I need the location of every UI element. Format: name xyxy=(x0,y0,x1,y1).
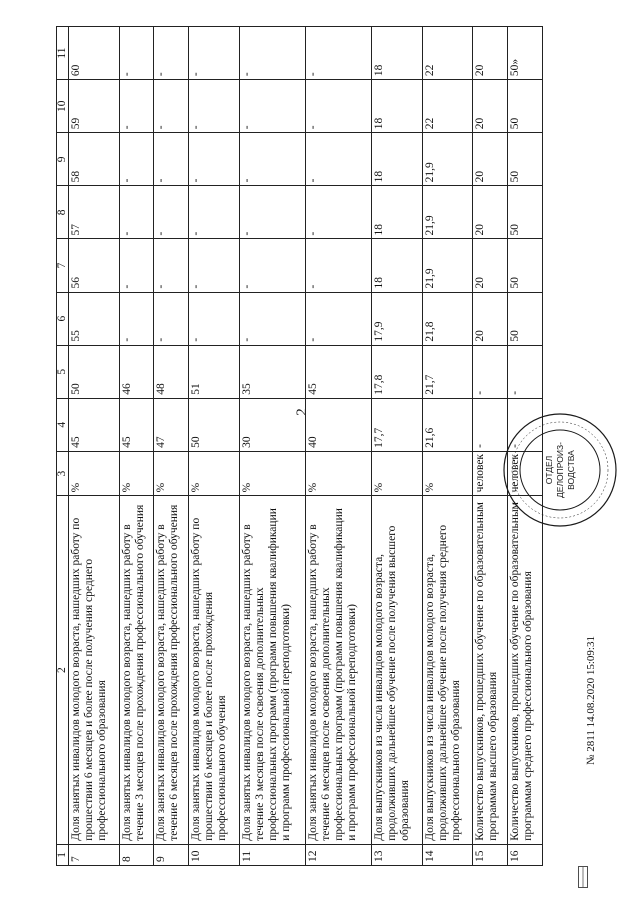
seal-text-line1: ОТДЕЛ xyxy=(544,455,554,485)
header-cell: 4 xyxy=(57,398,69,451)
value-cell: 22 xyxy=(422,80,473,133)
value-cell: 57 xyxy=(69,186,120,239)
value-cell: - xyxy=(473,398,508,451)
indicators-table xyxy=(56,26,543,866)
unit-cell: % xyxy=(189,451,240,496)
unit-cell: % xyxy=(422,451,473,496)
value-cell: - xyxy=(508,345,543,398)
value-cell: - xyxy=(305,239,371,292)
row-number-cell: 9 xyxy=(154,844,189,865)
value-cell: 50 xyxy=(508,239,543,292)
row-number-cell: 15 xyxy=(473,844,508,865)
value-cell: 20 xyxy=(473,239,508,292)
value-cell: - xyxy=(189,133,240,186)
value-cell: 20 xyxy=(473,186,508,239)
value-cell: - xyxy=(305,27,371,80)
value-cell: 21,9 xyxy=(422,186,473,239)
value-cell: 35 xyxy=(239,345,305,398)
value-cell: - xyxy=(305,133,371,186)
value-cell: 50 xyxy=(69,345,120,398)
value-cell: 30 xyxy=(239,398,305,451)
header-cell: 9 xyxy=(57,133,69,186)
value-cell: - xyxy=(305,80,371,133)
value-cell: 58 xyxy=(69,133,120,186)
value-cell: 51 xyxy=(189,345,240,398)
row-number-cell: 10 xyxy=(189,844,240,865)
value-cell: 20 xyxy=(473,292,508,345)
header-cell: 11 xyxy=(57,27,69,80)
indicator-name-cell: Доля занятых инвалидов молодого возраста, нашедших работу в течение 3 месяцев после прохождения профессионального обучения xyxy=(119,496,154,844)
value-cell: 20 xyxy=(473,80,508,133)
row-number-cell: 16 xyxy=(508,844,543,865)
indicator-name-cell: Доля занятых инвалидов молодого возраста, нашедших работу по прошествии 6 месяцев и более после получения среднего профессионального образования xyxy=(69,496,120,844)
value-cell: - xyxy=(305,292,371,345)
value-cell: 45 xyxy=(69,398,120,451)
indicator-name-cell: Количество выпускников, прошедших обучение по образовательным программам среднего профессионального образования xyxy=(508,496,543,844)
value-cell: 50 xyxy=(508,292,543,345)
registration-number: № 2811 14.08.2020 15:09:31 xyxy=(585,636,597,765)
value-cell: 22 xyxy=(422,27,473,80)
row-number-cell: 13 xyxy=(372,844,423,865)
small-stamp-icon xyxy=(578,866,588,888)
row-number-cell: 12 xyxy=(305,844,371,865)
value-cell: - xyxy=(119,80,154,133)
value-cell: - xyxy=(154,80,189,133)
unit-cell: % xyxy=(154,451,189,496)
header-cell: 1 xyxy=(57,844,69,865)
table-row xyxy=(154,27,189,866)
header-cell: 5 xyxy=(57,345,69,398)
row-number-cell: 8 xyxy=(119,844,154,865)
unit-cell: % xyxy=(119,451,154,496)
value-cell: 17,8 xyxy=(372,345,423,398)
unit-cell: человек xyxy=(473,451,508,496)
table-row xyxy=(372,27,423,866)
indicator-name-cell: Доля занятых инвалидов молодого возраста, нашедших работу в течение 3 месяцев после освоения дополнительных профессиональных программ (программ повышения квалификации и программ профессиональной переподготовки) xyxy=(239,496,305,844)
indicator-name-cell: Доля занятых инвалидов молодого возраста, нашедших работу по прошествии 6 месяцев и более после прохождения профессионального обучения xyxy=(189,496,240,844)
table-row xyxy=(422,27,473,866)
seal-text-line2: ДЕЛОПРОИЗ- xyxy=(555,442,565,498)
value-cell: 40 xyxy=(305,398,371,451)
value-cell: - xyxy=(189,80,240,133)
value-cell: 21,6 xyxy=(422,398,473,451)
value-cell: 48 xyxy=(154,345,189,398)
value-cell: - xyxy=(239,239,305,292)
header-cell: 6 xyxy=(57,292,69,345)
value-cell: 21,9 xyxy=(422,239,473,292)
value-cell: - xyxy=(154,239,189,292)
value-cell: 56 xyxy=(69,239,120,292)
row-number-cell: 7 xyxy=(69,844,120,865)
value-cell: 21,7 xyxy=(422,345,473,398)
value-cell: - xyxy=(189,186,240,239)
unit-cell: % xyxy=(372,451,423,496)
indicator-name-cell: Доля занятых инвалидов молодого возраста, нашедших работу в течение 6 месяцев после прохождения профессионального обучения xyxy=(154,496,189,844)
value-cell: 59 xyxy=(69,80,120,133)
page-number: 2 xyxy=(294,408,310,416)
header-cell: 3 xyxy=(57,451,69,496)
value-cell: - xyxy=(239,186,305,239)
indicator-name-cell: Доля занятых инвалидов молодого возраста, нашедших работу в течение 6 месяцев после освоения дополнительных профессиональных программ (программ повышения квалификации и программ профессиональной переподготовки) xyxy=(305,496,371,844)
value-cell: - xyxy=(154,27,189,80)
value-cell: - xyxy=(154,292,189,345)
indicator-name-cell: Количество выпускников, прошедших обучение по образовательным программам высшего образования xyxy=(473,496,508,844)
value-cell: - xyxy=(239,292,305,345)
value-cell: - xyxy=(119,239,154,292)
value-cell: - xyxy=(239,80,305,133)
value-cell: 60 xyxy=(69,27,120,80)
value-cell: 17,9 xyxy=(372,292,423,345)
header-cell: 7 xyxy=(57,239,69,292)
unit-cell: % xyxy=(69,451,120,496)
value-cell: - xyxy=(119,292,154,345)
value-cell: - xyxy=(239,27,305,80)
value-cell: - xyxy=(189,292,240,345)
value-cell: 55 xyxy=(69,292,120,345)
value-cell: 50 xyxy=(508,80,543,133)
value-cell: 45 xyxy=(119,398,154,451)
value-cell: - xyxy=(473,345,508,398)
value-cell: 20 xyxy=(473,133,508,186)
table-row xyxy=(305,27,371,866)
header-cell: 2 xyxy=(57,496,69,844)
row-number-cell: 11 xyxy=(239,844,305,865)
value-cell: - xyxy=(189,239,240,292)
header-cell: 10 xyxy=(57,80,69,133)
value-cell: 21,8 xyxy=(422,292,473,345)
unit-cell: человек xyxy=(508,451,543,496)
value-cell: - xyxy=(154,133,189,186)
table-row xyxy=(119,27,154,866)
header-cell: 8 xyxy=(57,186,69,239)
value-cell: 18 xyxy=(372,27,423,80)
indicator-name-cell: Доля выпускников из числа инвалидов молодого возраста, продолживших дальнейшее обучение после получения среднего профессионального образования xyxy=(422,496,473,844)
value-cell: 50 xyxy=(508,133,543,186)
value-cell: 50 xyxy=(189,398,240,451)
table-row xyxy=(69,27,120,866)
unit-cell: % xyxy=(239,451,305,496)
indicator-name-cell: Доля выпускников из числа инвалидов молодого возраста, продолживших дальнейшее обучение после получения высшего образования xyxy=(372,496,423,844)
unit-cell: % xyxy=(305,451,371,496)
value-cell: - xyxy=(119,186,154,239)
value-cell: - xyxy=(305,186,371,239)
rotated-table-wrapper xyxy=(56,26,543,866)
value-cell: - xyxy=(508,398,543,451)
value-cell: 18 xyxy=(372,186,423,239)
value-cell: 50 xyxy=(508,186,543,239)
value-cell: - xyxy=(189,27,240,80)
value-cell: - xyxy=(119,27,154,80)
table-row xyxy=(239,27,305,866)
value-cell: 17,7 xyxy=(372,398,423,451)
value-cell: 50» xyxy=(508,27,543,80)
value-cell: - xyxy=(239,133,305,186)
value-cell: 20 xyxy=(473,27,508,80)
value-cell: 21,9 xyxy=(422,133,473,186)
value-cell: 18 xyxy=(372,133,423,186)
value-cell: 45 xyxy=(305,345,371,398)
value-cell: 46 xyxy=(119,345,154,398)
value-cell: 18 xyxy=(372,80,423,133)
table-row xyxy=(189,27,240,866)
row-number-cell: 14 xyxy=(422,844,473,865)
value-cell: 18 xyxy=(372,239,423,292)
office-seal-stamp xyxy=(500,410,620,530)
value-cell: - xyxy=(154,186,189,239)
seal-text-line3: ВОДСТВА xyxy=(566,450,576,490)
value-cell: - xyxy=(119,133,154,186)
value-cell: 47 xyxy=(154,398,189,451)
table-header-row xyxy=(57,27,69,866)
